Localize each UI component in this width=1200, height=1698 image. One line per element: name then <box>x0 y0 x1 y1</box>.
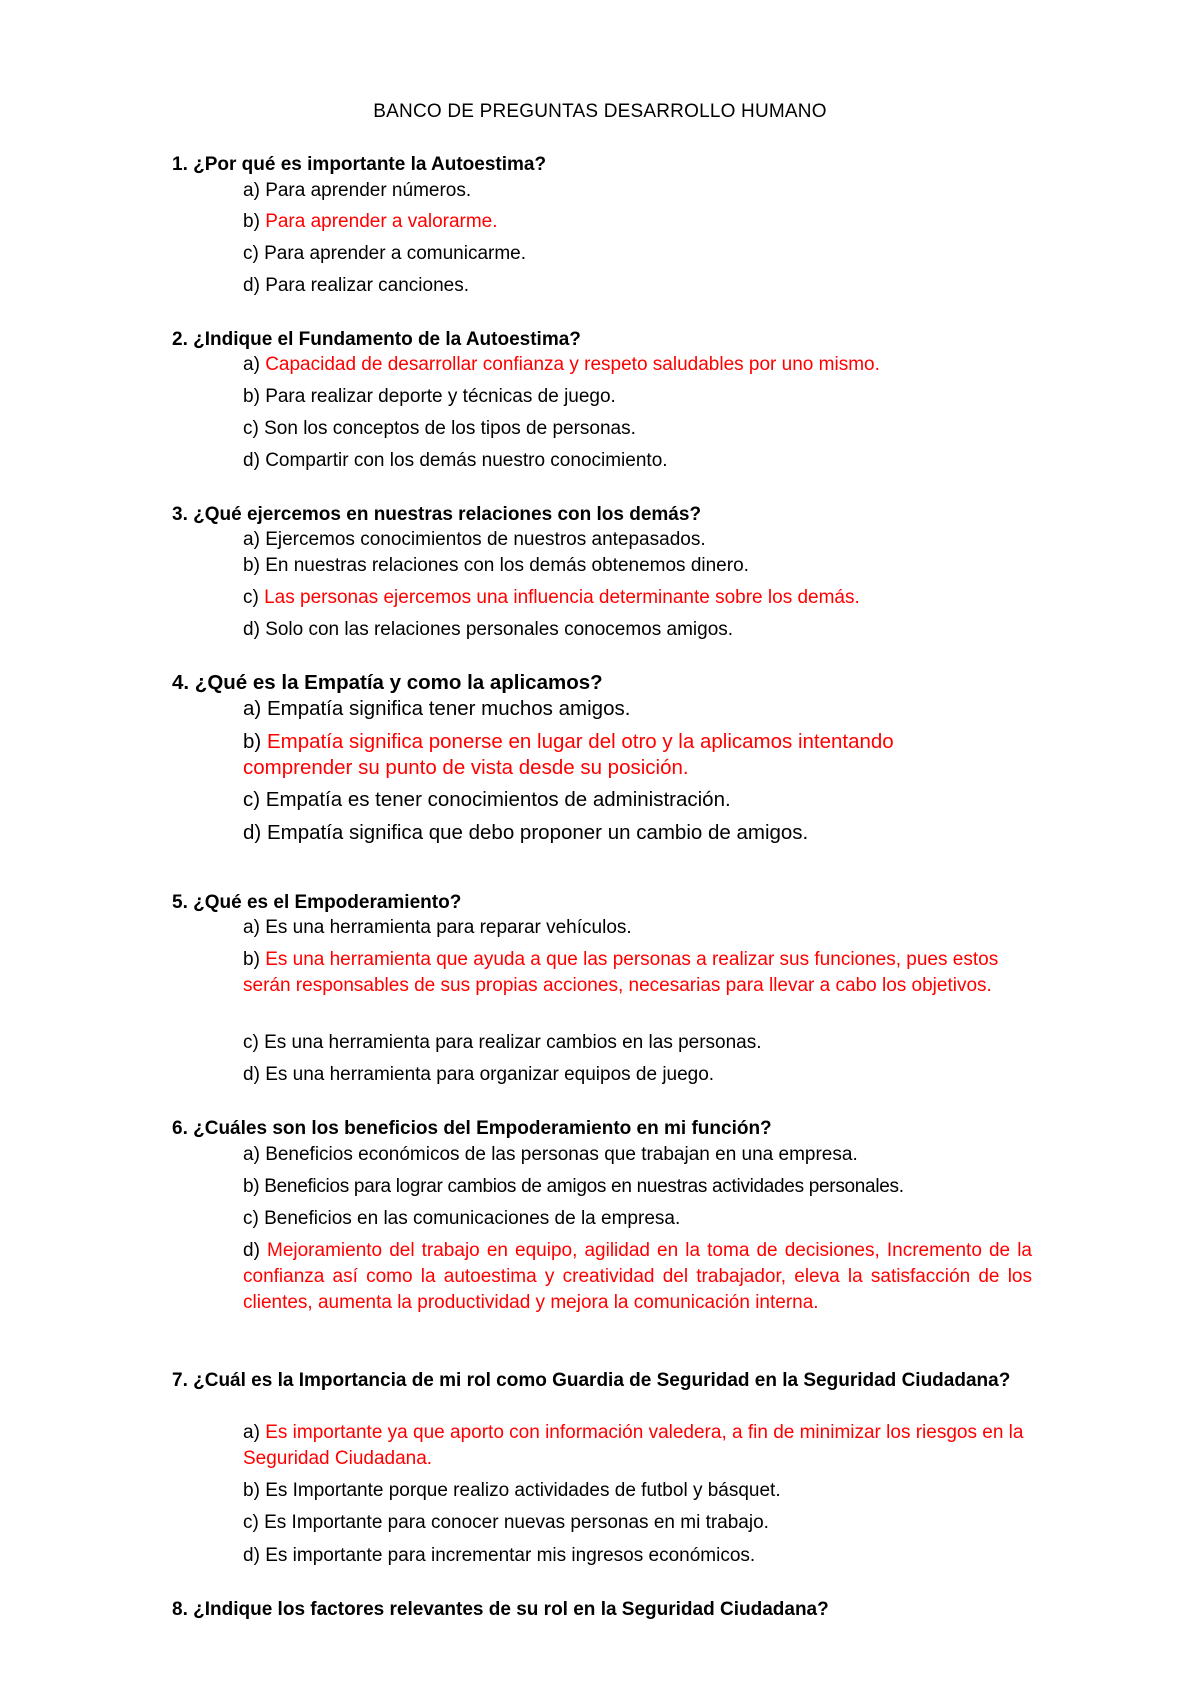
option-text: Es Importante para conocer nuevas personas en mi trabajo. <box>264 1512 769 1533</box>
option-text: Compartir con los demás nuestro conocimiento. <box>265 450 668 471</box>
option-6d-correct <box>243 1238 1032 1316</box>
document-title: BANCO DE PREGUNTAS DESARROLLO HUMANO <box>373 101 827 122</box>
option-letter: d) <box>243 1545 260 1566</box>
option-letter: c) <box>243 788 261 811</box>
option-text: Capacidad de desarrollar confianza y respeto saludables por uno mismo. <box>265 354 880 375</box>
option-text: Para realizar deporte y técnicas de juego. <box>265 386 616 407</box>
option-text: Empatía es tener conocimientos de administración. <box>265 788 731 811</box>
option-2c <box>243 416 1032 442</box>
option-7a-correct <box>243 1420 1032 1472</box>
option-letter: b) <box>243 1480 260 1501</box>
option-text: Empatía significa ponerse en lugar del otro y la aplicamos intentando comprender su punto de vista desde su posición. <box>243 730 894 779</box>
question-7: 7. ¿Cuál es la Importancia de mi rol como Guardia de Seguridad en la Seguridad Ciudadana? <box>172 1370 1011 1391</box>
option-text: Es importante ya que aporto con información valedera, a fin de minimizar los riesgos en la Seguridad Ciudadana. <box>243 1422 1024 1469</box>
option-letter: b) <box>243 386 260 407</box>
option-2a-correct <box>243 352 1032 378</box>
option-text: Es una herramienta para reparar vehículos. <box>265 917 632 938</box>
option-3a <box>243 527 1032 553</box>
option-2d <box>243 448 1032 474</box>
option-text: Es una herramienta para realizar cambios en las personas. <box>264 1032 762 1053</box>
option-1c <box>243 241 1032 267</box>
question-4: 4. ¿Qué es la Empatía y como la aplicamos? <box>172 671 603 694</box>
option-text: Las personas ejercemos una influencia determinante sobre los demás. <box>264 587 860 608</box>
option-letter: c) <box>243 243 259 264</box>
option-3c-correct <box>243 585 1032 611</box>
option-letter: a) <box>243 180 260 201</box>
option-text: Para aprender números. <box>265 180 472 201</box>
option-letter: c) <box>243 1032 259 1053</box>
option-text: Ejercemos conocimientos de nuestros antepasados. <box>265 529 706 550</box>
option-letter: a) <box>243 1144 260 1165</box>
option-6a <box>243 1142 1032 1168</box>
option-letter: b) <box>243 730 262 753</box>
option-7d <box>243 1543 1032 1569</box>
option-letter: a) <box>243 354 260 375</box>
option-letter: c) <box>243 418 259 439</box>
option-letter: d) <box>243 619 260 640</box>
option-5d <box>243 1062 1032 1088</box>
option-1a <box>243 178 1032 204</box>
option-letter: c) <box>243 1512 259 1533</box>
option-7c <box>243 1510 1032 1536</box>
option-4a <box>243 696 1032 722</box>
option-text: Mejoramiento del trabajo en equipo, agilidad en la toma de decisiones, Incremento de la confianza así como la autoestima y creatividad del trabajador, eleva la satisfacción de los clientes, aumenta la productividad y mejora la comunicación interna. <box>243 1240 1032 1313</box>
option-3b <box>243 553 1032 579</box>
option-text: Son los conceptos de los tipos de personas. <box>264 418 636 439</box>
option-5c <box>243 1030 1032 1056</box>
option-text: Es importante para incrementar mis ingresos económicos. <box>265 1545 756 1566</box>
option-text: Beneficios económicos de las personas que trabajan en una empresa. <box>265 1144 858 1165</box>
option-4d <box>243 820 1032 846</box>
option-letter: a) <box>243 1422 260 1443</box>
option-letter: d) <box>243 821 262 844</box>
option-text: Beneficios para lograr cambios de amigos en nuestras actividades personales. <box>264 1176 904 1197</box>
option-text: Para aprender a comunicarme. <box>264 243 527 264</box>
option-6b <box>243 1174 1032 1200</box>
question-5: 5. ¿Qué es el Empoderamiento? <box>172 892 462 913</box>
option-text: Para aprender a valorarme. <box>265 211 498 232</box>
option-text: Empatía significa tener muchos amigos. <box>266 697 631 720</box>
option-letter: a) <box>243 529 260 550</box>
option-text: Para realizar canciones. <box>265 275 470 296</box>
option-letter: d) <box>243 275 260 296</box>
option-letter: b) <box>243 949 260 970</box>
option-text: Es una herramienta para organizar equipos de juego. <box>265 1064 715 1085</box>
option-2b <box>243 384 1032 410</box>
option-5a <box>243 915 1032 941</box>
option-4c <box>243 787 1032 813</box>
option-1b-correct <box>243 209 1032 235</box>
option-text: Es una herramienta que ayuda a que las personas a realizar sus funciones, pues estos serán responsables de sus propias acciones, necesarias para llevar a cabo los objetivos. <box>243 949 999 996</box>
option-text: Beneficios en las comunicaciones de la empresa. <box>264 1208 681 1229</box>
option-letter: d) <box>243 1240 260 1261</box>
option-letter: b) <box>243 1176 260 1197</box>
option-5b-correct <box>243 947 1032 999</box>
option-text: Empatía significa que debo proponer un cambio de amigos. <box>266 821 809 844</box>
question-8: 8. ¿Indique los factores relevantes de su rol en la Seguridad Ciudadana? <box>172 1599 829 1620</box>
question-6: 6. ¿Cuáles son los beneficios del Empoderamiento en mi función? <box>172 1118 772 1139</box>
option-7b <box>243 1478 1032 1504</box>
option-letter: d) <box>243 450 260 471</box>
option-4b-correct <box>243 729 1003 781</box>
option-letter: b) <box>243 211 260 232</box>
option-letter: c) <box>243 587 259 608</box>
option-3d <box>243 617 1032 643</box>
option-text: En nuestras relaciones con los demás obtenemos dinero. <box>265 555 749 576</box>
option-letter: b) <box>243 555 260 576</box>
option-letter: c) <box>243 1208 259 1229</box>
option-text: Solo con las relaciones personales conocemos amigos. <box>265 619 734 640</box>
question-3: 3. ¿Qué ejercemos en nuestras relaciones con los demás? <box>172 504 702 525</box>
option-6c <box>243 1206 1032 1232</box>
option-1d <box>243 273 1032 299</box>
option-letter: d) <box>243 1064 260 1085</box>
option-letter: a) <box>243 697 262 720</box>
question-2: 2. ¿Indique el Fundamento de la Autoestima? <box>172 329 581 350</box>
option-letter: a) <box>243 917 260 938</box>
question-1: 1. ¿Por qué es importante la Autoestima? <box>172 154 547 175</box>
option-text: Es Importante porque realizo actividades de futbol y básquet. <box>265 1480 781 1501</box>
